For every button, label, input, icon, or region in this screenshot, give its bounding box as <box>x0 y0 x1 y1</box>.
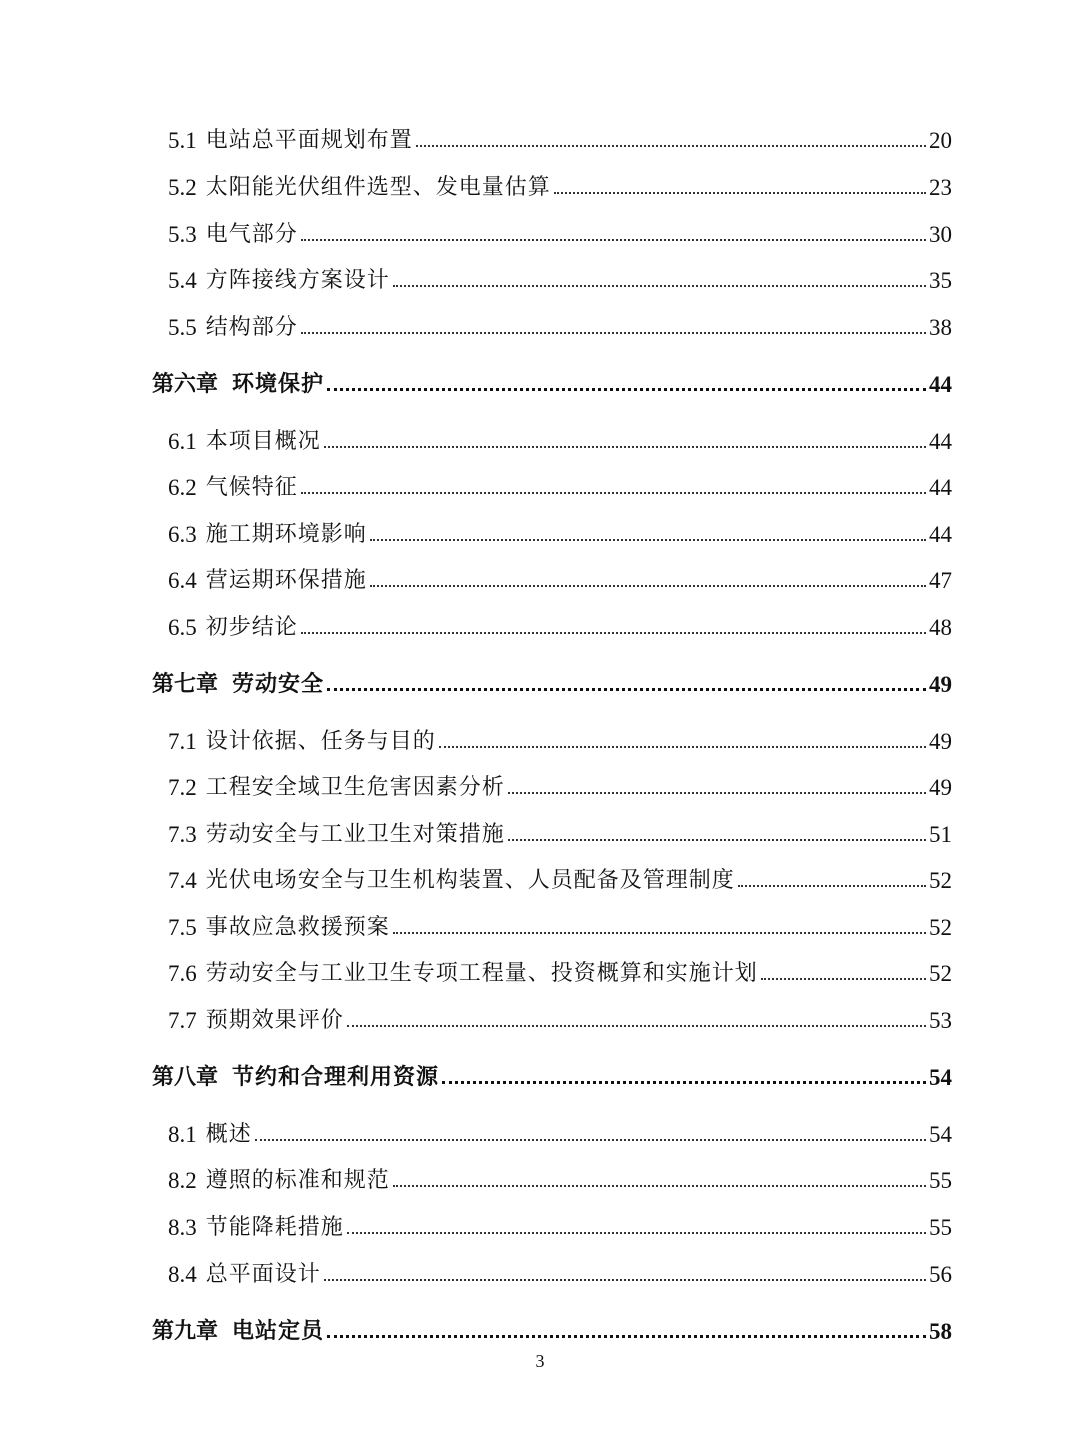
toc-entry-title: 事故应急救援预案 <box>205 915 390 940</box>
toc-chapter-entry[interactable] <box>152 1309 952 1345</box>
toc-entry-title: 设计依据、任务与目的 <box>205 729 436 754</box>
toc-chapter-page: 49 <box>929 672 952 697</box>
toc-entry-number: 5.1 <box>168 128 197 153</box>
toc-entry-title: 气候特征 <box>205 475 298 500</box>
toc-chapter-title: 环境保护 <box>232 371 325 397</box>
toc-entry[interactable] <box>168 812 952 848</box>
dot-leader <box>439 746 926 748</box>
toc-entry-title: 节能降耗措施 <box>205 1215 344 1240</box>
toc-entry[interactable] <box>168 1112 952 1148</box>
toc-entry-title: 营运期环保措施 <box>205 568 367 593</box>
toc-entry[interactable] <box>168 858 952 894</box>
dot-leader <box>370 585 926 587</box>
toc-chapter-title: 节约和合理利用资源 <box>232 1064 440 1090</box>
toc-entry-number: 6.1 <box>168 429 197 454</box>
toc-entry-page: 52 <box>929 961 952 986</box>
toc-entry-number: 5.3 <box>168 222 197 247</box>
toc-entry-page: 20 <box>929 128 952 153</box>
toc-entry-page: 44 <box>929 475 952 500</box>
toc-entry-number: 5.4 <box>168 268 197 293</box>
toc-entry-title: 劳动安全与工业卫生专项工程量、投资概算和实施计划 <box>205 961 758 986</box>
dot-leader <box>324 1279 926 1281</box>
toc-entry-number: 6.5 <box>168 615 197 640</box>
toc-entry-title: 太阳能光伏组件选型、发电量估算 <box>205 175 551 200</box>
dot-leader <box>370 539 926 541</box>
toc-entry[interactable] <box>168 605 952 641</box>
toc-entry-page: 55 <box>929 1168 952 1193</box>
toc-entry-number: 6.3 <box>168 522 197 547</box>
toc-entry-page: 49 <box>929 775 952 800</box>
dot-leader <box>327 688 926 691</box>
toc-entry-page: 44 <box>929 522 952 547</box>
toc-entry[interactable] <box>168 905 952 941</box>
toc-chapter-page: 44 <box>929 372 952 397</box>
dot-leader <box>255 1139 926 1141</box>
toc-entry[interactable] <box>168 1158 952 1194</box>
toc-entry-title: 方阵接线方案设计 <box>205 268 390 293</box>
toc-chapter-title: 劳动安全 <box>232 671 325 697</box>
toc-entry[interactable] <box>168 258 952 294</box>
toc-entry-number: 7.6 <box>168 961 197 986</box>
toc-entry-number: 6.2 <box>168 475 197 500</box>
toc-entry-title: 施工期环境影响 <box>205 522 367 547</box>
toc-entry-title: 总平面设计 <box>205 1262 321 1287</box>
toc-entry-number: 6.4 <box>168 568 197 593</box>
toc-chapter-entry[interactable] <box>152 662 952 698</box>
dot-leader <box>508 839 926 841</box>
toc-entry-number: 5.2 <box>168 175 197 200</box>
toc-entry-page: 53 <box>929 1008 952 1033</box>
dot-leader <box>554 192 926 194</box>
toc-entry-title: 预期效果评价 <box>205 1008 344 1033</box>
toc-entry[interactable] <box>168 512 952 548</box>
toc-entry-title: 光伏电场安全与卫生机构装置、人员配备及管理制度 <box>205 868 735 893</box>
toc-entry-page: 51 <box>929 822 952 847</box>
dot-leader <box>347 1232 926 1234</box>
toc-entry-title: 初步结论 <box>205 615 298 640</box>
toc-entry-number: 5.5 <box>168 315 197 340</box>
dot-leader <box>393 285 926 287</box>
dot-leader <box>442 1081 926 1084</box>
toc-entry-number: 8.2 <box>168 1168 197 1193</box>
toc-chapter-title: 电站定员 <box>232 1318 325 1344</box>
dot-leader <box>347 1025 926 1027</box>
toc-entry-number: 7.7 <box>168 1008 197 1033</box>
toc-entry-number: 8.4 <box>168 1262 197 1287</box>
toc-entry-number: 7.5 <box>168 915 197 940</box>
toc-chapter-number: 第九章 <box>152 1318 219 1344</box>
toc-entry[interactable] <box>168 998 952 1034</box>
toc-entry-number: 7.2 <box>168 775 197 800</box>
toc-entry[interactable] <box>168 1205 952 1241</box>
dot-leader <box>327 388 926 391</box>
toc-chapter-number: 第七章 <box>152 671 219 697</box>
toc-entry[interactable] <box>168 765 952 801</box>
toc-entry-title: 电站总平面规划布置 <box>205 128 413 153</box>
dot-leader <box>327 1335 926 1338</box>
toc-entry-page: 38 <box>929 315 952 340</box>
toc-entry[interactable] <box>168 719 952 755</box>
dot-leader <box>301 332 926 334</box>
toc-entry-page: 44 <box>929 429 952 454</box>
toc-entry[interactable] <box>168 165 952 201</box>
toc-entry[interactable] <box>168 558 952 594</box>
toc-entry[interactable] <box>168 212 952 248</box>
toc-entry[interactable] <box>168 951 952 987</box>
toc-entry[interactable] <box>168 1252 952 1288</box>
toc-entry-title: 概述 <box>205 1122 252 1147</box>
toc-entry-page: 35 <box>929 268 952 293</box>
toc-chapter-number: 第六章 <box>152 371 219 397</box>
toc-entry[interactable] <box>168 419 952 455</box>
dot-leader <box>324 446 926 448</box>
toc-chapter-page: 54 <box>929 1065 952 1090</box>
dot-leader <box>761 978 926 980</box>
toc-entry-page: 30 <box>929 222 952 247</box>
toc-entry-page: 52 <box>929 868 952 893</box>
dot-leader <box>393 1185 926 1187</box>
dot-leader <box>301 492 926 494</box>
toc-entry-page: 54 <box>929 1122 952 1147</box>
toc-entry-title: 本项目概况 <box>205 429 321 454</box>
toc-entry-number: 7.1 <box>168 729 197 754</box>
toc-entry-number: 8.1 <box>168 1122 197 1147</box>
toc-entry-title: 遵照的标准和规范 <box>205 1168 390 1193</box>
toc-entry-page: 55 <box>929 1215 952 1240</box>
toc-chapter-entry[interactable] <box>152 1055 952 1091</box>
toc-entry-number: 7.4 <box>168 868 197 893</box>
dot-leader <box>508 792 926 794</box>
toc-chapter-page: 58 <box>929 1319 952 1344</box>
toc-entry-page: 56 <box>929 1262 952 1287</box>
toc-entry[interactable] <box>168 305 952 341</box>
dot-leader <box>738 885 926 887</box>
toc-entry-page: 48 <box>929 615 952 640</box>
toc-chapter-entry[interactable] <box>152 362 952 398</box>
toc-entry-page: 49 <box>929 729 952 754</box>
toc-entry-page: 52 <box>929 915 952 940</box>
toc-entry-title: 结构部分 <box>205 315 298 340</box>
toc-entry[interactable] <box>168 465 952 501</box>
toc-entry-page: 47 <box>929 568 952 593</box>
toc-entry-page: 23 <box>929 175 952 200</box>
page-number: 3 <box>535 1351 545 1371</box>
toc-entry[interactable] <box>168 118 952 154</box>
toc-chapter-number: 第八章 <box>152 1064 219 1090</box>
toc-entry-number: 8.3 <box>168 1215 197 1240</box>
toc-entry-number: 7.3 <box>168 822 197 847</box>
toc-entry-title: 电气部分 <box>205 222 298 247</box>
dot-leader <box>301 239 926 241</box>
toc-entry-title: 工程安全域卫生危害因素分析 <box>205 775 505 800</box>
dot-leader <box>416 145 926 147</box>
dot-leader <box>393 932 926 934</box>
dot-leader <box>301 632 926 634</box>
toc-entry-title: 劳动安全与工业卫生对策措施 <box>205 822 505 847</box>
